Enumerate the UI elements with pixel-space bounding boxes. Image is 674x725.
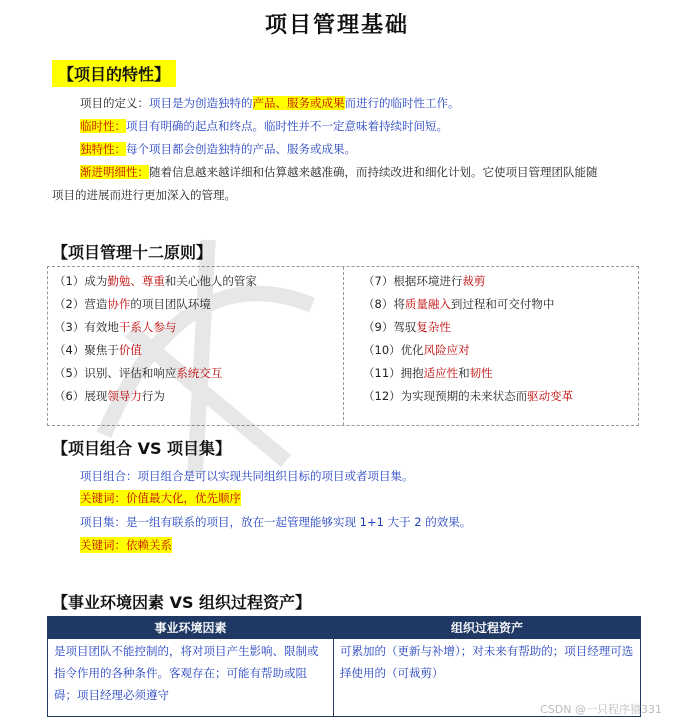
definition-text: 项目是为创造独特的 — [149, 96, 253, 110]
principle-b-text: 和关心他人的管家 — [164, 274, 257, 288]
principle-b-text: 的项目团队环境 — [130, 297, 211, 311]
definition-line — [80, 95, 460, 111]
principle-item — [54, 273, 257, 289]
principle-r-text: 系统交互 — [176, 366, 223, 380]
principle-r-text: 风险应对 — [423, 343, 470, 357]
principle-n-text: （2） — [54, 297, 85, 311]
principle-n-text: （1） — [54, 274, 85, 288]
principles-divider — [343, 267, 344, 425]
section-heading-characteristics: 【项目的特性】 — [52, 60, 176, 87]
principle-a-text: 识别、评估和响应 — [84, 366, 177, 380]
principles-box — [47, 266, 639, 426]
temporary-line — [80, 118, 448, 134]
csdn-watermark: CSDN @一只程序猿331 — [540, 703, 662, 716]
temporary-label: 临时性： — [80, 119, 126, 133]
section-heading-portfolio: 【项目组合 VS 项目集】 — [52, 439, 232, 458]
principle-item — [363, 319, 451, 335]
principle-a-text: 根据环境进行 — [393, 274, 463, 288]
principle-a-text: 成为 — [84, 274, 108, 288]
table-header-eef: 事业环境因素 — [48, 617, 334, 639]
principle-r-text: 适应性 — [423, 366, 459, 380]
program-line: 项目集：是一组有联系的项目，放在一起管理能够实现 1+1 大于 2 的效果。 — [80, 515, 472, 529]
program-keywords: 关键词：依赖关系 — [80, 538, 172, 552]
uniqueness-line — [80, 141, 356, 157]
principle-item — [54, 342, 142, 358]
principle-r-text: 勤勉、尊重 — [107, 274, 165, 288]
principle-r-text: 干系人参与 — [118, 320, 177, 334]
principle-n-text: （7） — [363, 274, 394, 288]
table-header-opa: 组织过程资产 — [334, 617, 641, 639]
portfolio-keywords: 关键词：价值最大化，优先顺序 — [80, 491, 241, 505]
principle-a-text: 为实现预期的未来状态而 — [400, 389, 528, 403]
principle-a-text: 拥抱 — [400, 366, 424, 380]
principle-a-text: 优化 — [400, 343, 424, 357]
uniqueness-text: 每个项目都会创造独特的产品、服务或成果。 — [126, 142, 356, 156]
section-heading-environment: 【事业环境因素 VS 组织过程资产】 — [52, 593, 312, 612]
principle-b-text: 行为 — [141, 389, 165, 403]
table-cell-eef: 是项目团队不能控制的，将对项目产生影响、限制或指令作用的各种条件。客观存在；可能有帮助或阻碍；项目经理必须遵守 — [48, 639, 334, 717]
principle-n-text: （6） — [54, 389, 85, 403]
principle-a-text: 展现 — [84, 389, 108, 403]
principle-n-text: （3） — [54, 320, 85, 334]
principle-a-text: 聚焦于 — [84, 343, 119, 357]
progressive-line — [80, 164, 598, 180]
principle-a-text: 驾驭 — [393, 320, 417, 334]
portfolio-line: 项目组合：项目组合是可以实现共同组织目标的项目或者项目集。 — [80, 469, 414, 483]
principle-item — [54, 388, 165, 404]
principle-n-text: （4） — [54, 343, 85, 357]
uniqueness-label: 独特性： — [80, 142, 126, 156]
principle-n-text: （10） — [363, 343, 401, 357]
progressive-label: 渐进明细性： — [80, 165, 149, 179]
principle-n-text: （9） — [363, 320, 394, 334]
table-cell-opa: 可累加的（更新与补增）；对未来有帮助的；项目经理可选择使用的（可裁剪） — [334, 639, 641, 717]
principle-n-text: （5） — [54, 366, 85, 380]
temporary-text: 项目有明确的起点和终点。临时性并不一定意味着持续时间短。 — [126, 119, 448, 133]
principle-item — [54, 319, 176, 335]
principle-item — [54, 365, 222, 381]
principle-n-text: （12） — [363, 389, 401, 403]
principle-item — [363, 273, 485, 289]
principle-item — [363, 296, 554, 312]
principle-r-text: 领导力 — [107, 389, 142, 403]
definition-highlight: 产品、服务或成果 — [252, 96, 345, 110]
principle-item — [363, 365, 493, 381]
principle-b-text: 到过程和可交付物中 — [450, 297, 555, 311]
progressive-line-2: 项目的进展而进行更加深入的管理。 — [52, 188, 236, 202]
principle-r-text: 驱动变革 — [527, 389, 574, 403]
principle-a-text: 将 — [393, 297, 405, 311]
principle-r-text: 协作 — [107, 297, 131, 311]
principle-b-text: 和 — [458, 366, 470, 380]
principle-n-text: （8） — [363, 297, 394, 311]
definition-label: 项目的定义： — [80, 96, 149, 110]
principle-item — [54, 296, 211, 312]
principle-n-text: （11） — [363, 366, 401, 380]
principle-r-text: 复杂性 — [416, 320, 451, 334]
principle-a-text: 有效地 — [84, 320, 119, 334]
principle-r-text: 质量融入 — [404, 297, 451, 311]
principle-a-text: 营造 — [84, 297, 108, 311]
principle-item — [363, 388, 573, 404]
page-title: 项目管理基础 — [264, 13, 409, 38]
principle-r2-text: 韧性 — [469, 366, 493, 380]
progressive-text: 随着信息越来越详细和估算越来越准确，而持续改进和细化计划。它使项目管理团队能随 — [149, 165, 598, 179]
definition-text-end: 而进行的临时性工作。 — [344, 96, 460, 110]
section-heading-principles: 【项目管理十二原则】 — [52, 243, 213, 262]
principle-r-text: 价值 — [118, 343, 142, 357]
principle-item — [363, 342, 470, 358]
principle-r-text: 裁剪 — [462, 274, 486, 288]
